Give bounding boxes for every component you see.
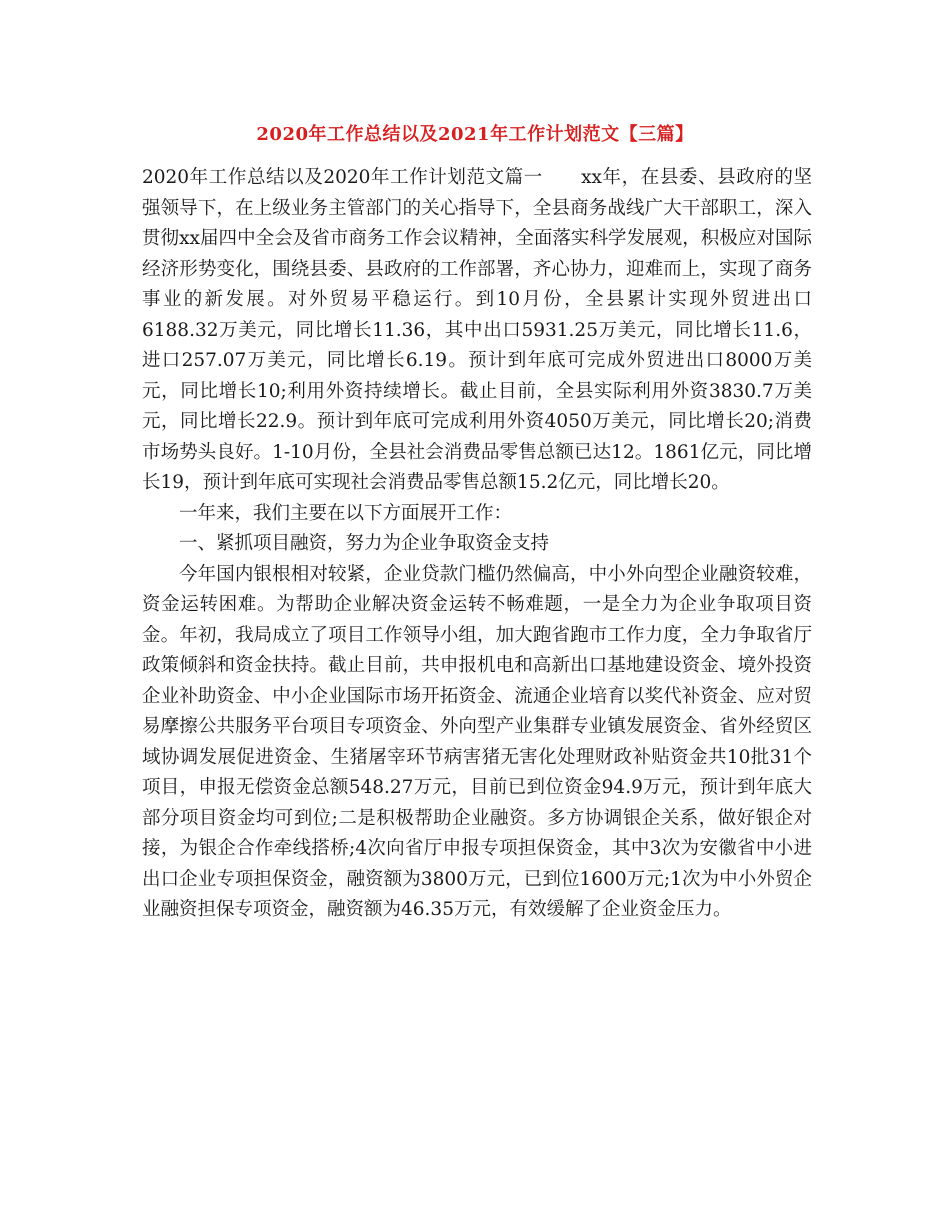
paragraph-financing-detail: 今年国内银根相对较紧，企业贷款门槛仍然偏高，中小外向型企业融资较难，资金运转困难。为帮助企业解决资金运转不畅难题，一是全力为企业争取项目资金。年初，我局成立了项目工作领导小组，加大跑省跑市工作力度，全力争取省厅政策倾斜和资金扶持。截止目前，共申报机电和高新出口基地建设资金、境外投资企业补助资金、中小企业国际市场开拓资金、流通企业培育以奖代补资金、应对贸易摩擦公共服务平台项目专项资金、外向型产业集群专业镇发展资金、省外经贸区域协调发展促进资金、生猪屠宰环节病害猪无害化处理财政补贴资金共10批31个项目，申报无偿资金总额548.27万元，目前已到位资金94.9万元，预计到年底大部分项目资金均可到位;二是积极帮助企业融资。多方协调银企关系，做好银企对接，为银企合作牵线搭桥;4次向省厅申报专项担保资金，其中3次为安徽省中小进出口企业专项担保资金，融资额为3800万元，已到位1600万元;1次为中小外贸企业融资担保专项资金，融资额为46.35万元，有效缓解了企业资金压力。: [142, 563, 812, 920]
paragraph-summary-lead: 一年来，我们主要在以下方面展开工作：: [179, 502, 513, 524]
document-body: [142, 163, 812, 926]
section-heading-financing: 一、紧抓项目融资，努力为企业争取资金支持: [179, 533, 550, 554]
document-title: 2020年工作总结以及2021年工作计划范文【三篇】: [256, 124, 694, 145]
paragraph-intro: 2020年工作总结以及2020年工作计划范文篇一 xx年，在县委、县政府的坚强领导下，在上级业务主管部门的关心指导下，全县商务战线广大干部职工，深入贯彻xx届四中全会及省市商务工作会议精神，全面落实科学发展观，积极应对国际经济形势变化，围绕县委、县政府的工作部署，齐心协力，迎难而上，实现了商务事业的新发展。对外贸易平稳运行。到10月份，全县累计实现外贸进出口6188.32万美元，同比增长11.36，其中出口5931.25万美元，同比增长11.6，进口257.07万美元，同比增长6.19。预计到年底可完成外贸进出口8000万美元，同比增长10;利用外资持续增长。截止目前，全县实际利用外资3830.7万美元，同比增长22.9。预计到年底可完成利用外资4050万美元，同比增长20;消费市场势头良好。1-10月份，全县社会消费品零售总额已达12。1861亿元，同比增长19，预计到年底可实现社会消费品零售总额15.2亿元，同比增长20。: [142, 167, 812, 493]
